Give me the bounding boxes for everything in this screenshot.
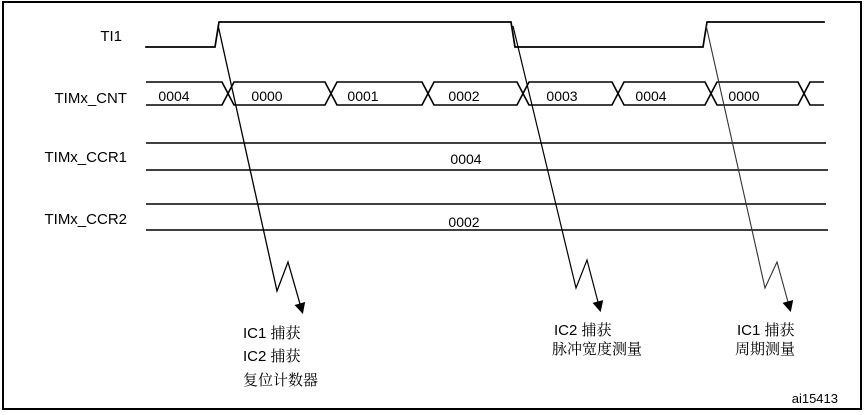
- ccr2-value: 0002: [448, 214, 480, 230]
- cnt-label: TIMx_CNT: [54, 90, 127, 107]
- cnt-value-5: 0004: [635, 88, 667, 104]
- annotation-1-line-3: 复位计数器: [243, 372, 319, 389]
- annotation-1-line-2: IC2 捕获: [243, 348, 301, 365]
- ccr1-value: 0004: [450, 151, 482, 167]
- cnt-value-1: 0000: [251, 88, 283, 104]
- cnt-value-3: 0002: [448, 88, 480, 104]
- figure-code: ai15413: [791, 391, 838, 406]
- ti1-label: TI1: [100, 28, 122, 45]
- ccr2-label: TIMx_CCR2: [44, 211, 127, 228]
- diagram-border: [3, 2, 861, 409]
- annotation-3-line-1: IC1 捕获: [737, 322, 795, 339]
- cnt-value-6: 0000: [728, 88, 760, 104]
- annotation-3-line-2: 周期测量: [735, 341, 796, 358]
- ccr1-label: TIMx_CCR1: [44, 149, 127, 166]
- cnt-value-2: 0001: [347, 88, 379, 104]
- cnt-value-4: 0003: [546, 88, 578, 104]
- cnt-value-0: 0004: [158, 88, 190, 104]
- annotation-2-line-1: IC2 捕获: [554, 322, 612, 339]
- annotation-1-line-1: IC1 捕获: [243, 325, 301, 342]
- annotation-2-line-2: 脉冲宽度测量: [552, 341, 643, 358]
